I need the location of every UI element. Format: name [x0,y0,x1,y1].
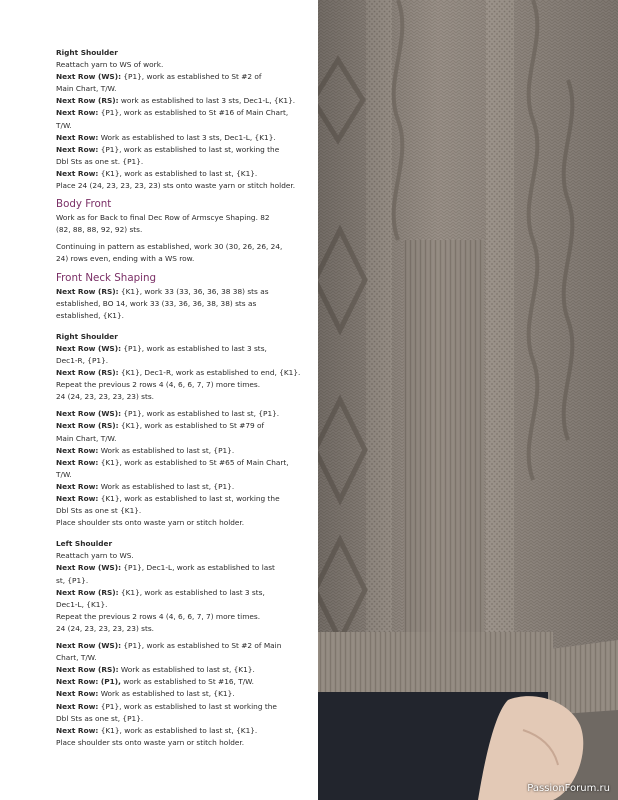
instruction-line [56,286,306,298]
row-text: Reattach yarn to WS of work. [56,60,164,70]
row-text: Dec1-R, {P1}. [56,355,109,365]
instruction-line [56,224,306,236]
instruction-line [56,599,306,611]
row-text: {P1}, work as established to St #2 of Main [121,641,282,651]
section-heading: Right Shoulder [56,331,118,341]
section-heading: Body Front [56,198,112,211]
instruction-line [56,688,306,700]
instruction-line [56,180,306,192]
row-label: Next Row: [56,701,99,711]
row-text: {P1}, work as established to last st working the [98,701,277,711]
row-text: Repeat the previous 2 rows 4 (4, 6, 6, 7, 7) more times. [56,380,261,390]
instruction-line [56,481,306,493]
instruction-line [56,355,306,367]
row-text: 24) rows even, ending with a WS row. [56,254,195,264]
row-text: {K1}, Dec1-R, work as established to end, {K1}. [118,368,301,378]
instruction-line [56,623,306,635]
sweater-photo [318,0,618,800]
row-text: Main Chart, T/W. [56,433,117,443]
row-text: {K1}, work 33 (33, 36, 36, 38 38) sts as [118,286,269,296]
row-text: {K1}, work as established to last st, {K1}. [98,168,258,178]
instruction-line [56,469,306,481]
instruction-line [56,640,306,652]
row-label: Next Row (WS): [56,641,122,651]
instruction-line [56,701,306,713]
row-text: T/W. [56,469,72,479]
row-label: Next Row (RS): [56,587,119,597]
row-text: {P1}, work as established to last 3 sts, [121,343,267,353]
instruction-line [56,433,306,445]
row-text: Work as established to last st, {K1}. [118,665,255,675]
watermark-credit: PassionForum.ru [527,783,610,794]
row-text: Reattach yarn to WS. [56,551,134,561]
row-text: work as established to last 3 sts, Dec1-L, {K1}. [118,96,296,106]
row-label: Next Row (WS): [56,563,122,573]
row-text: established, BO 14, work 33 (33, 36, 36, 38, 38) sts as [56,298,257,308]
row-label: Next Row (WS): [56,343,122,353]
row-text: {K1}, work as established to last st, {K1}. [98,725,258,735]
row-text: 24 (24, 23, 23, 23, 23) sts. [56,392,155,402]
row-text: Main Chart, T/W. [56,84,117,94]
instruction-line [56,310,306,322]
row-label: Next Row (RS): [56,368,119,378]
instruction-line [56,298,306,310]
instruction-line [56,408,306,420]
instruction-line [56,212,306,224]
instruction-line [56,71,306,83]
instruction-line [56,587,306,599]
row-text: Repeat the previous 2 rows 4 (4, 6, 6, 7, 7) more times. [56,611,261,621]
knit-sweater-illustration [318,0,618,800]
instruction-line [56,737,306,749]
row-text: Dbl Sts as one st {K1}. [56,506,142,516]
row-label: Next Row: [56,457,99,467]
instruction-line [56,253,306,265]
row-text: Work as established to last st, {P1}. [98,481,235,491]
row-text: Place shoulder sts onto waste yarn or stitch holder. [56,737,245,747]
instruction-line [56,367,306,379]
instruction-line [56,457,306,469]
row-text: established, {K1}. [56,310,124,320]
row-text: Place 24 (24, 23, 23, 23, 23) sts onto waste yarn or stitch holder. [56,181,296,191]
row-text: Continuing in pattern as established, work 30 (30, 26, 26, 24, [56,242,283,252]
row-label: Next Row: [56,168,99,178]
instruction-line [56,391,306,403]
section-heading: Right Shoulder [56,48,118,57]
row-text: Work as for Back to final Dec Row of Armscye Shaping. 82 [56,213,270,223]
instruction-line [56,168,306,180]
instruction-line [56,505,306,517]
instruction-line [56,144,306,156]
row-label: Next Row: [56,689,99,699]
instruction-line [56,517,306,529]
row-label: Next Row: [56,132,99,142]
row-label: Next Row (RS): [56,665,119,675]
row-text: {P1}, work as established to last st, working the [98,144,280,154]
section-heading: Front Neck Shaping [56,271,157,284]
instruction-line [56,652,306,664]
row-label: Next Row: [56,144,99,154]
instruction-line [56,664,306,676]
row-label: Next Row: (P1), [56,677,121,687]
row-text: Work as established to last st, {K1}. [98,689,235,699]
instruction-line [56,156,306,168]
instruction-line [56,379,306,391]
instruction-line [56,550,306,562]
row-text: {P1}, work as established to St #2 of [121,72,262,82]
instruction-line [56,107,306,119]
row-label: Next Row (WS): [56,72,122,82]
row-text: {P1}, work as established to St #16 of Main Chart, [98,108,289,118]
row-text: {P1}, work as established to last st, {P1}. [121,409,280,419]
row-text: Work as established to last st, {P1}. [98,445,235,455]
instruction-line [56,59,306,71]
row-text: {P1}, Dec1-L, work as established to last [121,563,275,573]
row-text: Dbl Sts as one st. {P1}. [56,156,144,166]
row-text: {K1}, work as established to last st, working the [98,494,280,503]
instruction-line [56,241,306,253]
row-text: Dec1-L, {K1}. [56,599,108,609]
row-text: Place shoulder sts onto waste yarn or stitch holder. [56,518,245,528]
row-text: {K1}, work as established to last 3 sts, [118,587,265,597]
instruction-line [56,611,306,623]
instruction-line [56,725,306,737]
instruction-line [56,120,306,132]
row-label: Next Row (RS): [56,286,119,296]
row-label: Next Row: [56,494,99,503]
row-text: T/W. [56,120,72,130]
row-label: Next Row: [56,481,99,491]
row-text: Chart, T/W. [56,653,97,663]
row-text: st, {P1}. [56,575,89,585]
instruction-line [56,493,306,505]
row-text: 24 (24, 23, 23, 23, 23) sts. [56,623,155,633]
row-text: (82, 88, 88, 92, 92) sts. [56,225,143,235]
instruction-line [56,713,306,725]
row-label: Next Row (RS): [56,421,119,431]
pattern-text-column [56,47,306,749]
row-text: {K1}, work as established to St #65 of Main Chart, [98,457,289,467]
instruction-line [56,343,306,355]
instruction-line [56,95,306,107]
row-text: {K1}, work as established to St #79 of [118,421,265,431]
row-label: Next Row: [56,445,99,455]
instruction-line [56,575,306,587]
instruction-line [56,445,306,457]
row-label: Next Row: [56,725,99,735]
row-label: Next Row (RS): [56,96,119,106]
instruction-line [56,676,306,688]
section-heading: Left Shoulder [56,539,113,549]
instruction-line [56,562,306,574]
row-text: work as established to St #16, T/W. [120,677,254,687]
instruction-line [56,132,306,144]
row-text: Dbl Sts as one st, {P1}. [56,713,144,723]
instruction-line [56,420,306,432]
row-label: Next Row (WS): [56,409,122,419]
row-label: Next Row: [56,108,99,118]
row-text: Work as established to last 3 sts, Dec1-L, {K1}. [98,132,276,142]
instruction-line [56,83,306,95]
